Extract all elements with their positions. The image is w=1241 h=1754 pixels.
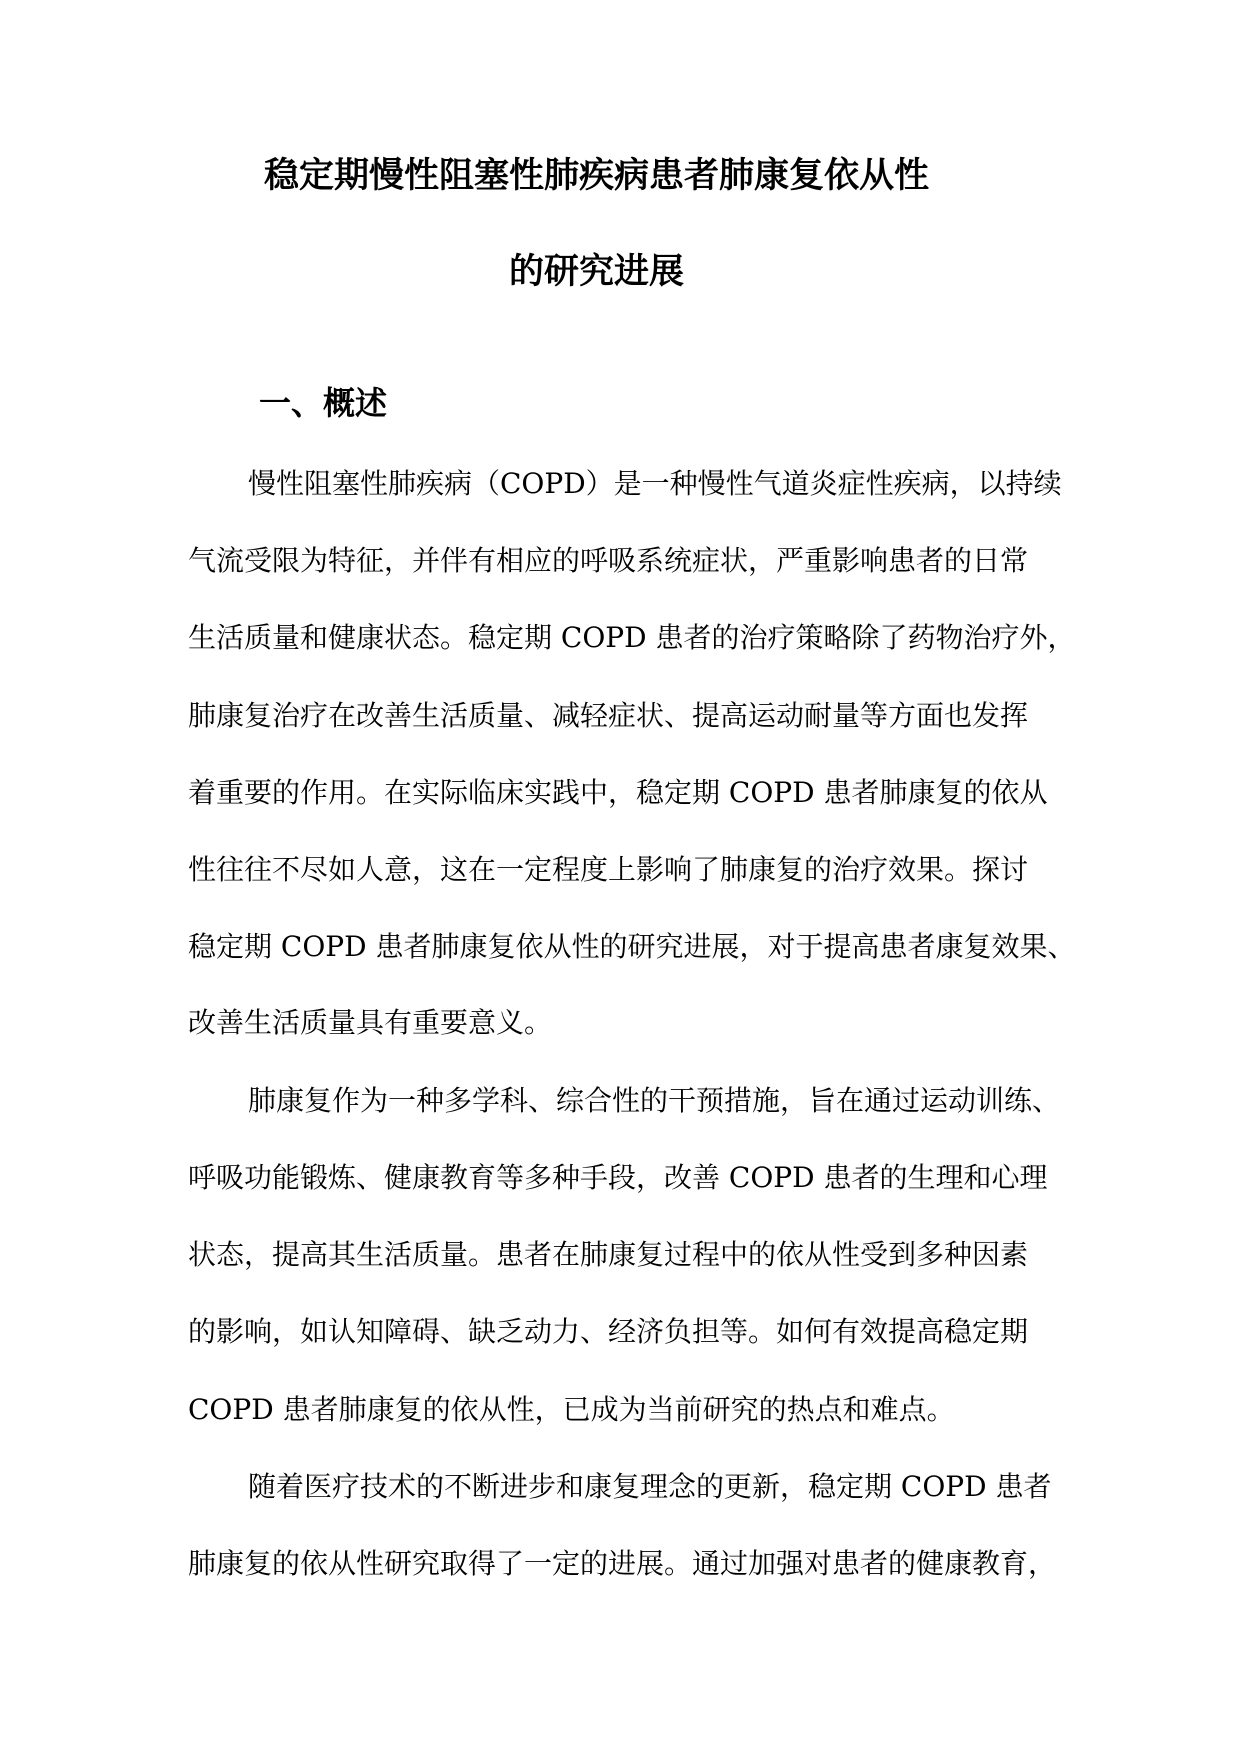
- document-title-line-2: 的研究进展: [508, 252, 684, 292]
- body-line-14: 随着医疗技术的不断进步和康复理念的更新，稳定期 COPD 患者: [248, 1470, 1052, 1503]
- body-line-5: 着重要的作用。在实际临床实践中，稳定期 COPD 患者肺康复的依从: [188, 776, 1048, 809]
- body-line-11: 状态，提高其生活质量。患者在肺康复过程中的依从性受到多种因素: [188, 1238, 1029, 1271]
- body-line-12: 的影响，如认知障碍、缺乏动力、经济负担等。如何有效提高稳定期: [188, 1315, 1029, 1348]
- body-line-13: COPD 患者肺康复的依从性，已成为当前研究的热点和难点。: [188, 1393, 955, 1426]
- body-line-7: 稳定期 COPD 患者肺康复依从性的研究进展，对于提高患者康复效果、: [188, 930, 1076, 963]
- body-line-10: 呼吸功能锻炼、健康教育等多种手段，改善 COPD 患者的生理和心理: [188, 1161, 1048, 1194]
- body-line-15: 肺康复的依从性研究取得了一定的进展。通过加强对患者的健康教育，: [188, 1547, 1057, 1580]
- body-line-1: 慢性阻塞性肺疾病（COPD）是一种慢性气道炎症性疾病，以持续: [248, 467, 1062, 500]
- body-line-8: 改善生活质量具有重要意义。: [188, 1006, 553, 1039]
- body-line-3: 生活质量和健康状态。稳定期 COPD 患者的治疗策略除了药物治疗外，: [188, 621, 1076, 654]
- body-line-4: 肺康复治疗在改善生活质量、减轻症状、提高运动耐量等方面也发挥: [188, 699, 1029, 732]
- section-heading-overview: 一、概述: [259, 384, 388, 422]
- document-title-line-1: 稳定期慢性阻塞性肺疾病患者肺康复依从性: [263, 156, 929, 196]
- body-line-9: 肺康复作为一种多学科、综合性的干预措施，旨在通过运动训练、: [248, 1084, 1061, 1117]
- body-line-6: 性往往不尽如人意，这在一定程度上影响了肺康复的治疗效果。探讨: [188, 853, 1029, 886]
- body-line-2: 气流受限为特征，并伴有相应的呼吸系统症状，严重影响患者的日常: [188, 544, 1029, 577]
